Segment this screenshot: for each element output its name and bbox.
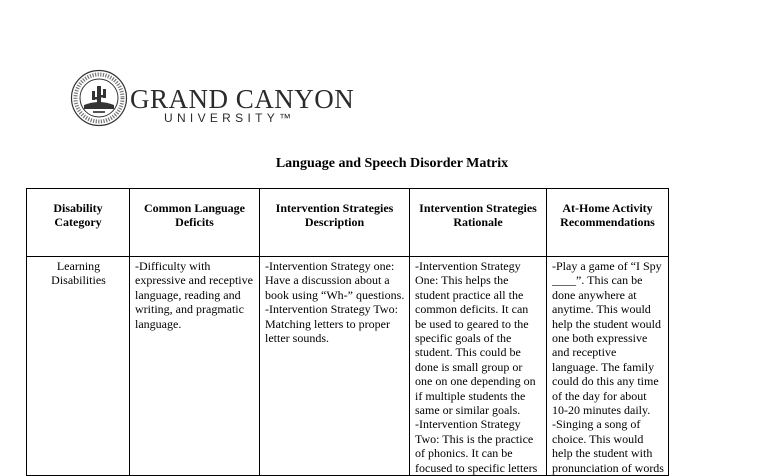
home-activity-one: -Play a game of “I Spy ____”. This can be done anywhere at anytime. This would help the student would one both expressive and receptive language. The family could do this any time of the day for about 10-20 minutes daily. — [552, 259, 662, 418]
header-strategies-rationale: Intervention Strategies Rationale — [410, 189, 547, 257]
cell-description — [260, 257, 410, 476]
rationale-strategy-two: -Intervention Strategy Two: This is the practice of phonics. It can be focused to specific letters — [415, 417, 538, 475]
university-logo — [70, 69, 355, 129]
description-strategy-one: -Intervention Strategy one: Have a discussion about a book using “Wh-” questions. — [265, 259, 405, 302]
cell-category: Learning Disabilities — [27, 257, 130, 476]
document-title: Language and Speech Disorder Matrix — [275, 156, 509, 171]
brand-name: GRAND CANYON — [130, 84, 355, 114]
description-strategy-two: -Intervention Strategy Two: Matching letters to proper letter sounds. — [265, 302, 398, 346]
disorder-matrix-table — [26, 188, 669, 476]
header-common-language-deficits: Common Language Deficits — [130, 189, 260, 257]
brand-wordmark — [130, 84, 355, 125]
rationale-strategy-one: -Intervention Strategy One: This helps the student practice all the common deficits. It can be used to geared to the specific goals of the student. This could be done is small group or one on one depending on if multiple students the same or similar goals. — [415, 259, 536, 418]
cell-home-activity — [547, 257, 669, 476]
table-header-row — [27, 189, 669, 257]
header-disability-category: Disability Category — [27, 189, 130, 257]
brand-subtitle: UNIVERSITY™ — [164, 111, 296, 125]
home-activity-two: -Singing a song of choice. This would help the student with pronunciation of words — [552, 417, 664, 475]
cell-deficits: -Difficulty with expressive and receptive language, reading and writing, and pragmatic language. — [130, 257, 260, 476]
table-row — [27, 257, 669, 476]
cell-rationale — [410, 257, 547, 476]
header-at-home-activity: At-Home Activity Recommendations — [547, 189, 669, 257]
header-strategies-description: Intervention Strategies Description — [260, 189, 410, 257]
university-seal-icon — [70, 69, 128, 127]
